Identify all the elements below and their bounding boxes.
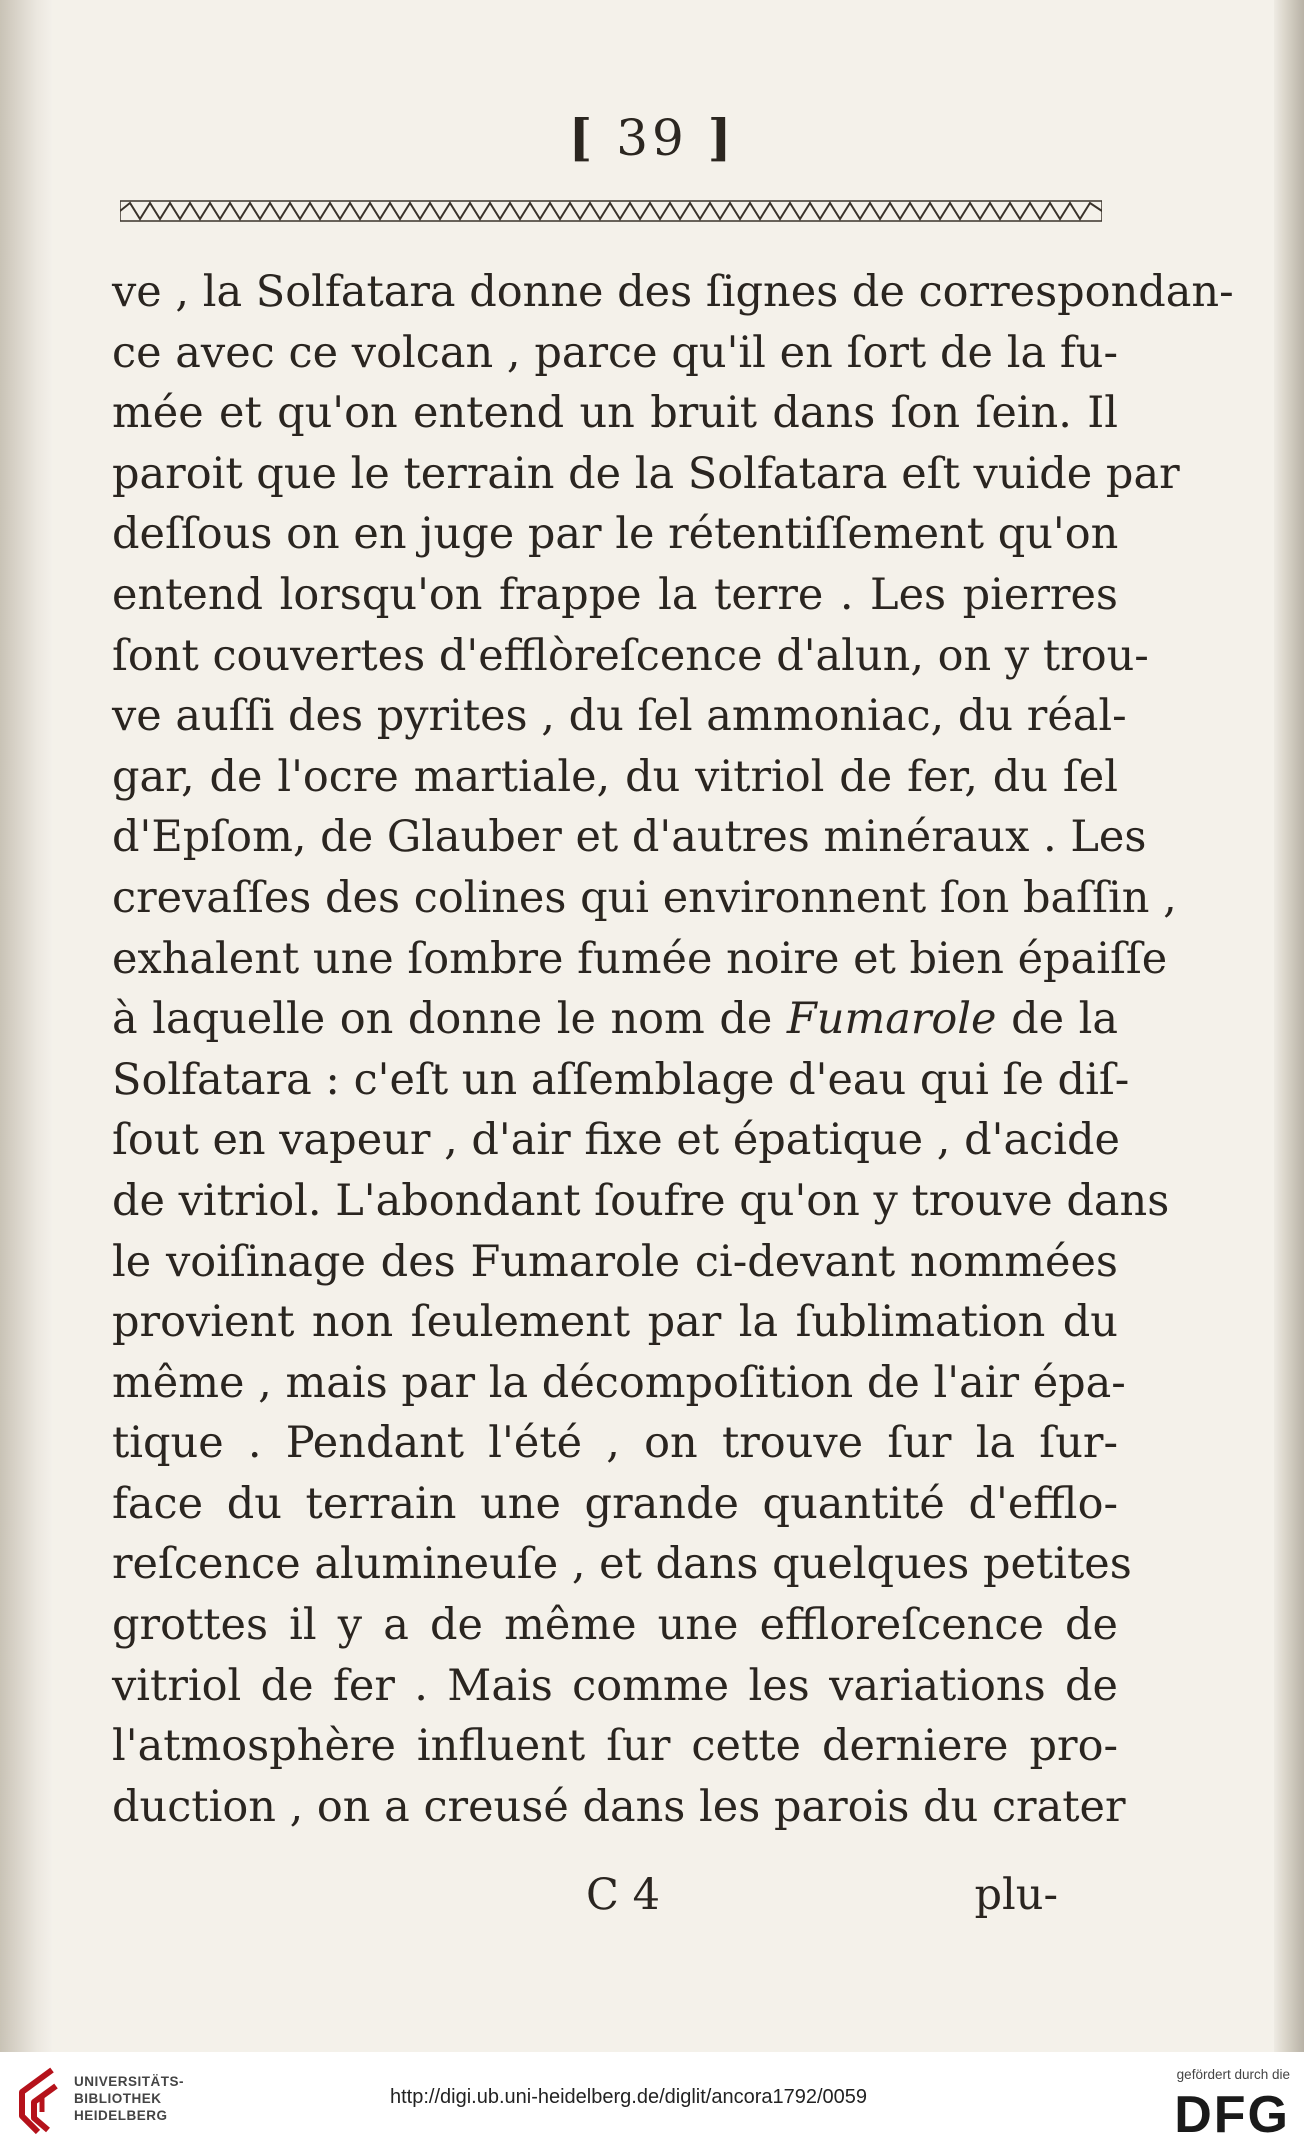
text-line: mée et qu'on entend un bruit dans ſon ſein. Il bbox=[112, 388, 1118, 439]
dfg-logo: DFG bbox=[1174, 2086, 1290, 2144]
ornamental-rule bbox=[120, 198, 1102, 224]
text-line: d'Epſom, de Glauber et d'autres minéraux . Les bbox=[112, 812, 1147, 863]
text-line: paroit que le terrain de la Solfatara eſt vuide par bbox=[112, 448, 1180, 499]
page-number: 39 bbox=[616, 109, 688, 167]
text-line: le voiſinage des Fumarole ci-devant nommées bbox=[112, 1236, 1118, 1287]
text-line: de vitriol. L'abondant ſoufre qu'on y trouve dans bbox=[112, 1175, 1170, 1226]
signature-mark: C 4 bbox=[586, 1870, 660, 1920]
bracket-right: ] bbox=[707, 108, 736, 167]
text-line: Solfatara : c'eſt un aſſemblage d'eau qui ſe diſ- bbox=[112, 1054, 1130, 1105]
text-line: ſont couvertes d'efflòreſcence d'alun, on y trou- bbox=[112, 630, 1149, 681]
text-line-with-italic bbox=[112, 989, 1118, 1050]
institution-line: HEIDELBERG bbox=[74, 2108, 168, 2123]
italic-term: Fumarole bbox=[786, 994, 997, 1045]
text-line: provient non ſeulement par la ſublimation du bbox=[112, 1297, 1118, 1348]
page-edge-right bbox=[1274, 0, 1304, 2052]
text-line: duction , on a creusé dans les parois du crater bbox=[112, 1781, 1126, 1832]
text-line: gar, de l'ocre martiale, du vitriol de fer, du ſel bbox=[112, 751, 1118, 802]
text-line: tique . Pendant l'été , on trouve ſur la ſur- bbox=[112, 1418, 1118, 1469]
text-line: deſſous on en juge par le rétentiſſement qu'on bbox=[112, 509, 1119, 560]
logo-stroke-inner bbox=[34, 2086, 56, 2130]
university-library-logo-icon bbox=[12, 2066, 66, 2138]
text-line: entend lorsqu'on frappe la terre . Les pierres bbox=[112, 569, 1118, 620]
institution-line: UNIVERSITÄTS- bbox=[74, 2074, 185, 2089]
text-line-start: à laquelle on donne le nom de bbox=[112, 994, 773, 1045]
page-number-header bbox=[0, 108, 1304, 167]
text-line: reſcence alumineuſe , et dans quelques petites bbox=[112, 1539, 1132, 1590]
institution-name bbox=[74, 2073, 184, 2124]
ornament-zigzag bbox=[120, 203, 1102, 219]
institution-line: BIBLIOTHEK bbox=[74, 2091, 162, 2106]
text-line: même , mais par la décompoſition de l'air épa- bbox=[112, 1357, 1126, 1408]
page-edge-left bbox=[0, 0, 52, 2052]
permalink-url[interactable]: http://digi.ub.uni-heidelberg.de/diglit/ancora1792/0059 bbox=[390, 2086, 868, 2108]
body-text bbox=[112, 262, 1234, 1837]
catchword: plu- bbox=[974, 1870, 1058, 1920]
funded-by-label: gefördert durch die bbox=[1176, 2067, 1290, 2082]
text-line: face du terrain une grande quantité d'efflo- bbox=[112, 1478, 1118, 1529]
bracket-left: [ bbox=[568, 108, 597, 167]
text-line: vitriol de fer . Mais comme les variations de bbox=[112, 1660, 1118, 1711]
text-line: l'atmosphère influent ſur cette derniere pro- bbox=[112, 1721, 1118, 1772]
text-line: exhalent une ſombre fumée noire et bien épaiſſe bbox=[112, 933, 1168, 984]
page-footer-row bbox=[112, 1870, 1118, 1926]
text-line: grottes il y a de même une effloreſcence de bbox=[112, 1600, 1118, 1651]
text-line: ve , la Solfatara donne des ſignes de correspondan- bbox=[112, 267, 1234, 317]
text-line: crevaſſes des colines qui environnent ſon baſſin , bbox=[112, 872, 1177, 923]
text-line: ce avec ce volcan , parce qu'il en ſort de la fu- bbox=[112, 327, 1118, 378]
text-line: ve auſſi des pyrites , du ſel ammoniac, du réal- bbox=[112, 691, 1127, 742]
text-line: ſout en vapeur , d'air fixe et épatique , d'acide bbox=[112, 1115, 1120, 1166]
text-line-end: de la bbox=[1011, 994, 1118, 1045]
